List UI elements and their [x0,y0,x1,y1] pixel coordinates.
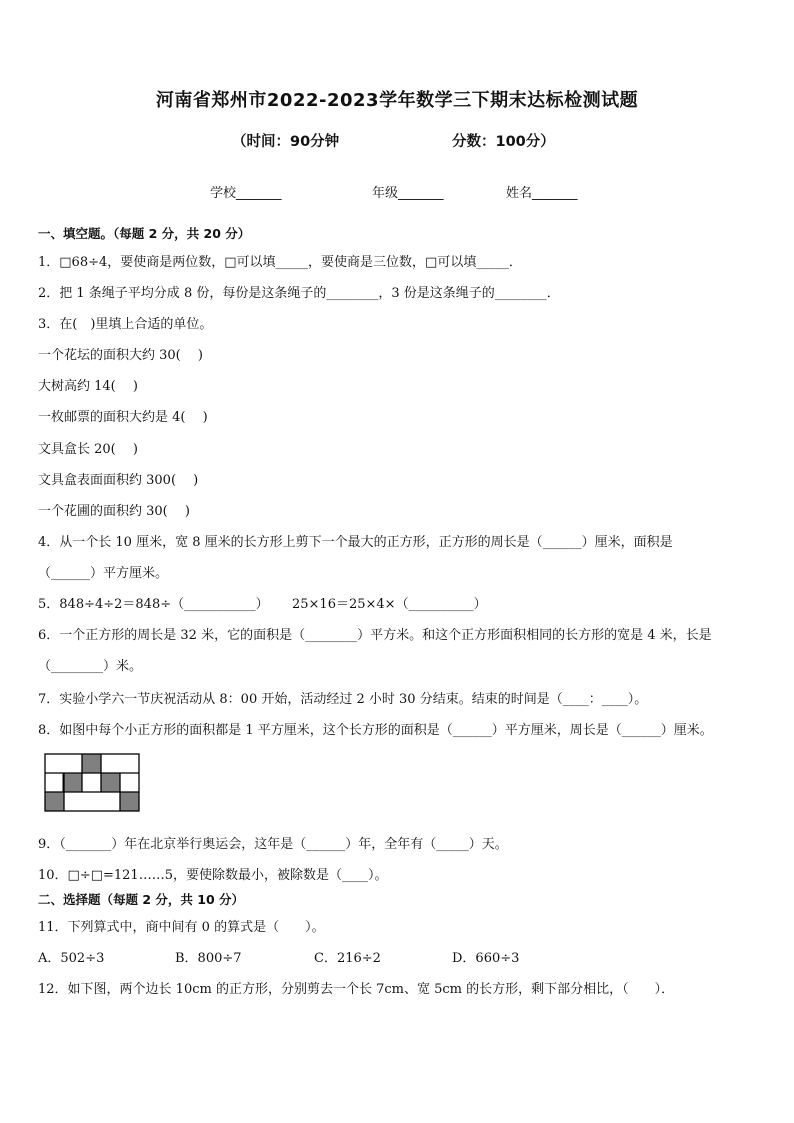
question-3-item: 文具盒长 20( ) [38,442,138,457]
question-7: 7．实验小学六一节庆祝活动从 8：00 开始，活动经过 2 小时 30 分结束。结束的时间是（____：____）。 [38,692,648,707]
shaded-cell [82,754,101,773]
question-9: 9．（_______）年在北京举行奥运会，这年是（______）年，全年有（_____）天。 [38,837,508,852]
question-12: 12．如下图，两个边长 10cm 的正方形，分别剪去一个长 7cm、宽 5cm 的长方形，剩下部分相比，（ ）． [38,982,675,997]
question-3-item: 一枚邮票的面积大约是 4( ) [38,410,208,425]
question-11-stem: 11．下列算式中，商中间有 0 的算式是（ ）。 [38,920,325,935]
question-4-line1: 4．从一个长 10 厘米，宽 8 厘米的长方形上剪下一个最大的正方形，正方形的周长是（______）厘米，面积是 [38,535,673,550]
question-3-stem: 3．在( )里填上合适的单位。 [38,317,213,332]
grid-cells [45,754,139,811]
shaded-cell [63,773,82,792]
time-label: （时间：90分钟 [232,134,340,150]
question-2: 2．把 1 条绳子平均分成 8 份，每份是这条绳子的________，3 份是这条绳子的________． [38,286,560,301]
shaded-cell [101,773,120,792]
section-heading-choice: 二、选择题（每题 2 分，共 10 分） [38,892,245,907]
question-10: 10．□÷□=121……5，要使除数最小，被除数是（____）。 [38,868,388,883]
section-heading-fill: 一、填空题。（每题 2 分，共 20 分） [38,226,251,241]
shaded-cell [120,792,139,811]
question-3-item: 文具盒表面面积约 300( ) [38,473,199,488]
question-3-item: 一个花坛的面积大约 30( ) [38,348,203,363]
question-3-item: 大树高约 14( ) [38,379,138,394]
question-5-part2: 25×16＝25×4×（__________） [292,597,487,612]
question-4-line2: （______）平方厘米。 [38,566,169,581]
question-6-line1: 6．一个正方形的周长是 32 米，它的面积是（________）平方米。和这个正方形面积相同的长方形的宽是 4 米，长是 [38,628,712,643]
name-field[interactable]: 姓名_______ [506,186,578,201]
school-field[interactable]: 学校_______ [210,186,282,201]
shaded-cell [45,792,64,811]
option-a[interactable]: A．502÷3 [38,951,105,966]
option-d[interactable]: D．660÷3 [452,951,520,966]
score-label: 分数：100分） [452,134,555,150]
page-title: 河南省郑州市2022-2023学年数学三下期末达标检测试题 [155,90,639,111]
option-b[interactable]: B．800÷7 [175,951,242,966]
question-6-line2: （________）米。 [38,659,143,674]
question-8: 8．如图中每个小正方形的面积都是 1 平方厘米，这个长方形的面积是（______）平方厘米，周长是（______）厘米。 [38,723,713,738]
grade-field[interactable]: 年级_______ [372,186,444,201]
question-3-item: 一个花圃的面积约 30( ) [38,504,190,519]
question-5-part1: 5．848÷4÷2＝848÷（___________） [38,597,269,612]
grid-rectangle-figure [44,753,140,813]
option-c[interactable]: C．216÷2 [314,951,381,966]
question-1: 1．□68÷4，要使商是两位数，□可以填_____，要使商是三位数，□可以填_____． [38,255,522,270]
